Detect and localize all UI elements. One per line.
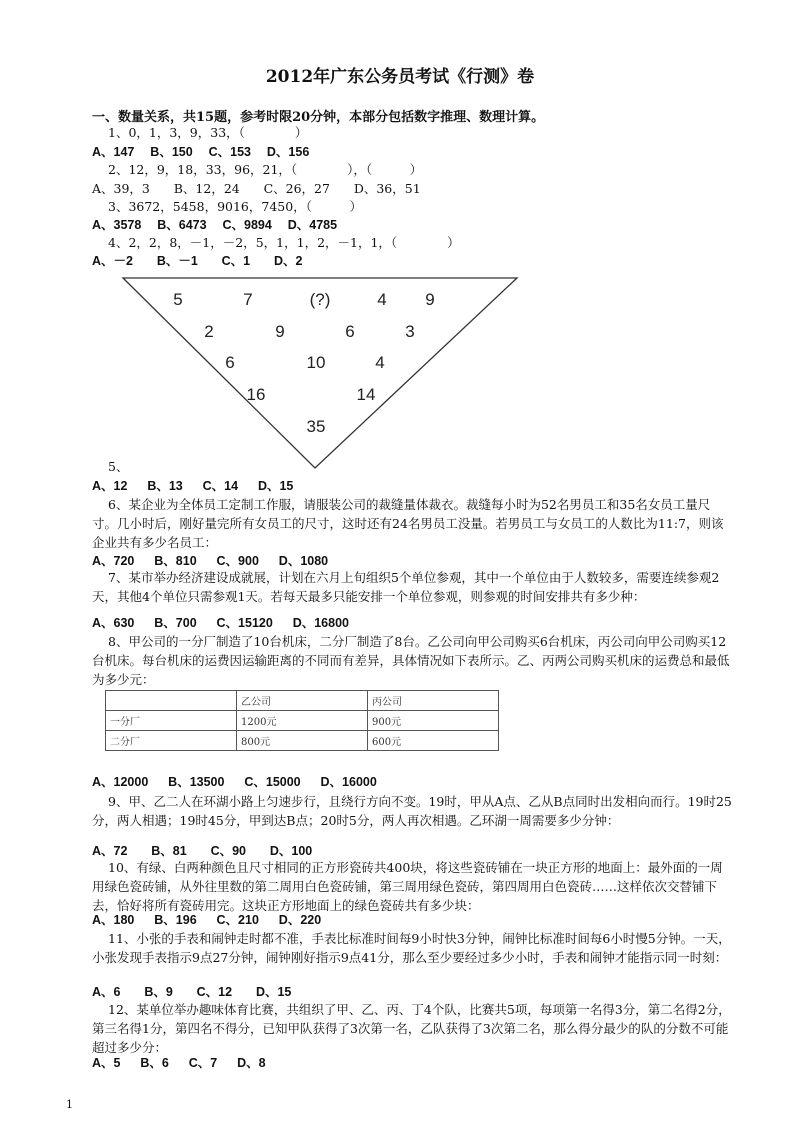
question-7-stem: 7、某市举办经济建设成就展，计划在六月上旬组织5个单位参观，其中一个单位由于人数较多，需要连续参观2天，其他4个单位只需参观1天。若每天最多只能安排一个单位参观，则参观的时间安排共有多少种： xyxy=(92,570,720,604)
triangle-number: (?) xyxy=(309,290,331,309)
option: D、2 xyxy=(273,254,303,268)
option: A、5 xyxy=(92,1056,121,1070)
triangle-number: 6 xyxy=(345,322,355,341)
option: D、15 xyxy=(255,985,292,999)
question-10-stem: 10、有绿、白两种颜色且尺寸相同的正方形瓷砖共400块，将这些瓷砖铺在一块正方形的地面上：最外面的一周用绿色瓷砖铺，从外往里数的第二周用白色瓷砖铺，第三周用绿色瓷砖，第四周用白色瓷砖……这样依次交替铺下去，恰好将所有瓷砖用完。这块正方形地面上的绿色瓷砖共有多少块： xyxy=(92,860,723,913)
option: A、147 xyxy=(92,145,135,159)
option: A、39，3 xyxy=(92,181,150,196)
option: C、210 xyxy=(216,913,259,927)
question-4-stem: 4、2，2，8，－1，－2，5，1，1，2，－1，1，（ ） xyxy=(108,235,460,250)
option: C、1 xyxy=(221,254,251,268)
triangle-number: 9 xyxy=(275,322,285,341)
option: B、150 xyxy=(150,145,193,159)
question-10-options xyxy=(92,911,321,929)
table-cell: 一分厂 xyxy=(106,711,237,731)
triangle-number: 9 xyxy=(425,290,435,309)
option: B、700 xyxy=(154,616,197,630)
option: D、100 xyxy=(269,844,313,858)
table-cell: 1200元 xyxy=(237,711,368,731)
page-number: 1 xyxy=(66,1098,73,1111)
option: B、12，24 xyxy=(173,181,240,196)
table-row xyxy=(106,731,499,751)
option: D、15 xyxy=(257,479,294,493)
number-triangle-figure xyxy=(120,276,520,472)
option: C、15000 xyxy=(244,775,301,789)
question-12-stem: 12、某单位举办趣味体育比赛，共组织了甲、乙、丙、丁4个队，比赛共5项，每项第一名得3分，第二名得2分，第三名得1分，第四名不得分，已知甲队获得了3次第一名，乙队获得了3次第二名，那么得分最少的队的分数不可能超过多少分： xyxy=(92,1002,731,1055)
option: C、153 xyxy=(208,145,251,159)
question-5-stem: 5、 xyxy=(108,459,129,474)
option: C、14 xyxy=(202,479,239,493)
question-4-options xyxy=(92,252,302,270)
option: D、8 xyxy=(237,1056,266,1070)
question-1-options xyxy=(92,143,309,161)
triangle-number: 35 xyxy=(306,417,326,436)
option: B、810 xyxy=(154,554,197,568)
option: B、13 xyxy=(147,479,183,493)
option: A、3578 xyxy=(92,218,142,232)
option: C、7 xyxy=(188,1056,218,1070)
table-row xyxy=(106,711,499,731)
table-cell: 900元 xyxy=(368,711,499,731)
option: B、6 xyxy=(140,1056,169,1070)
question-3-options xyxy=(92,216,337,234)
table-header-cell xyxy=(106,691,237,711)
section-heading: 一、数量关系，共15题，参考时限20分钟，本部分包括数字推理、数理计算。 xyxy=(92,110,545,125)
option: A、72 xyxy=(92,844,128,858)
triangle-number: 10 xyxy=(306,353,326,372)
question-11-options xyxy=(92,983,291,1001)
option: A、6 xyxy=(92,985,121,999)
triangle-number: 14 xyxy=(356,385,376,404)
option: B、13500 xyxy=(168,775,225,789)
option: D、4785 xyxy=(287,218,338,232)
option: C、90 xyxy=(210,844,246,858)
option: A、12 xyxy=(92,479,128,493)
option: A、720 xyxy=(92,554,135,568)
page-title: 2012年广东公务员考试《行测》卷 xyxy=(265,67,535,87)
option: D、16800 xyxy=(292,616,349,630)
table-cell: 二分厂 xyxy=(106,731,237,751)
question-12-options xyxy=(92,1054,266,1072)
question-8-options xyxy=(92,773,377,791)
option: A、180 xyxy=(92,913,135,927)
table-header-row xyxy=(106,691,499,711)
question-7-options xyxy=(92,614,349,632)
option: D、1080 xyxy=(278,554,329,568)
question-5-options xyxy=(92,477,293,495)
question-11-stem: 11、小张的手表和闹钟走时都不准，手表比标准时间每9小时快3分钟，闹钟比标准时间每6小时慢5分钟。一天，小张发现手表指示9点27分钟，闹钟刚好指示9点41分，那么至少要经过多少小时，手表和闹钟才能指示同一时刻： xyxy=(92,931,731,965)
table-header-cell: 乙公司 xyxy=(237,691,368,711)
option: C、26，27 xyxy=(263,181,330,196)
triangle-number: 5 xyxy=(173,290,183,309)
option: A、－2 xyxy=(92,254,133,268)
question-8-stem: 8、甲公司的一分厂制造了10台机床，二分厂制造了8台。乙公司向甲公司购买6台机床，丙公司向甲公司购买12台机床。每台机床的运费因运输距离的不同而有差异，具体情况如下表所示。乙、丙两公司购买机床的运费总和最低为多少元： xyxy=(92,634,730,687)
question-1-stem: 1、0，1，3，9，33，（ ） xyxy=(108,125,308,140)
question-2-stem: 2、12，9，18，33，96，21，（ ），（ ） xyxy=(108,162,423,177)
option: B、9 xyxy=(144,985,173,999)
triangle-number: 6 xyxy=(225,353,235,372)
triangle-number: 3 xyxy=(405,322,415,341)
option: C、900 xyxy=(216,554,259,568)
triangle-number: 4 xyxy=(377,290,387,309)
table-cell: 800元 xyxy=(237,731,368,751)
option: B、196 xyxy=(154,913,197,927)
question-6-stem: 6、某企业为全体员工定制工作服，请服装公司的裁缝量体裁衣。裁缝每小时为52名男员工和35名女员工量尺寸。几小时后，刚好量完所有女员工的尺寸，这时还有24名男员工没量。若男员工与女员工的人数比为11:7，则该企业共有多少名员工： xyxy=(92,497,724,550)
option: D、220 xyxy=(278,913,322,927)
triangle-number: 7 xyxy=(243,290,253,309)
option: C、9894 xyxy=(222,218,272,232)
triangle-number: 2 xyxy=(204,322,214,341)
option: B、81 xyxy=(151,844,187,858)
option: B、－1 xyxy=(156,254,198,268)
option: B、6473 xyxy=(157,218,207,232)
question-3-stem: 3、3672，5458，9016，7450，（ ） xyxy=(108,199,362,214)
option: C、12 xyxy=(196,985,233,999)
table-cell: 600元 xyxy=(368,731,499,751)
shipping-cost-table xyxy=(105,690,499,751)
option: A、630 xyxy=(92,616,135,630)
option: D、156 xyxy=(266,145,310,159)
question-9-stem: 9、甲、乙二人在环湖小路上匀速步行，且绕行方向不变。19时，甲从A点、乙从B点同时出发相向而行。19时25分，两人相遇；19时45分，甲到达B点；20时5分，两人再次相遇。乙环湖一周需要多少分钟： xyxy=(92,794,732,828)
option: A、12000 xyxy=(92,775,149,789)
option: D、16000 xyxy=(320,775,377,789)
triangle-number: 4 xyxy=(375,353,385,372)
option: C、15120 xyxy=(216,616,273,630)
table-header-cell: 丙公司 xyxy=(368,691,499,711)
question-2-options xyxy=(92,180,421,198)
triangle-number: 16 xyxy=(246,385,266,404)
option: D、36，51 xyxy=(353,181,421,196)
